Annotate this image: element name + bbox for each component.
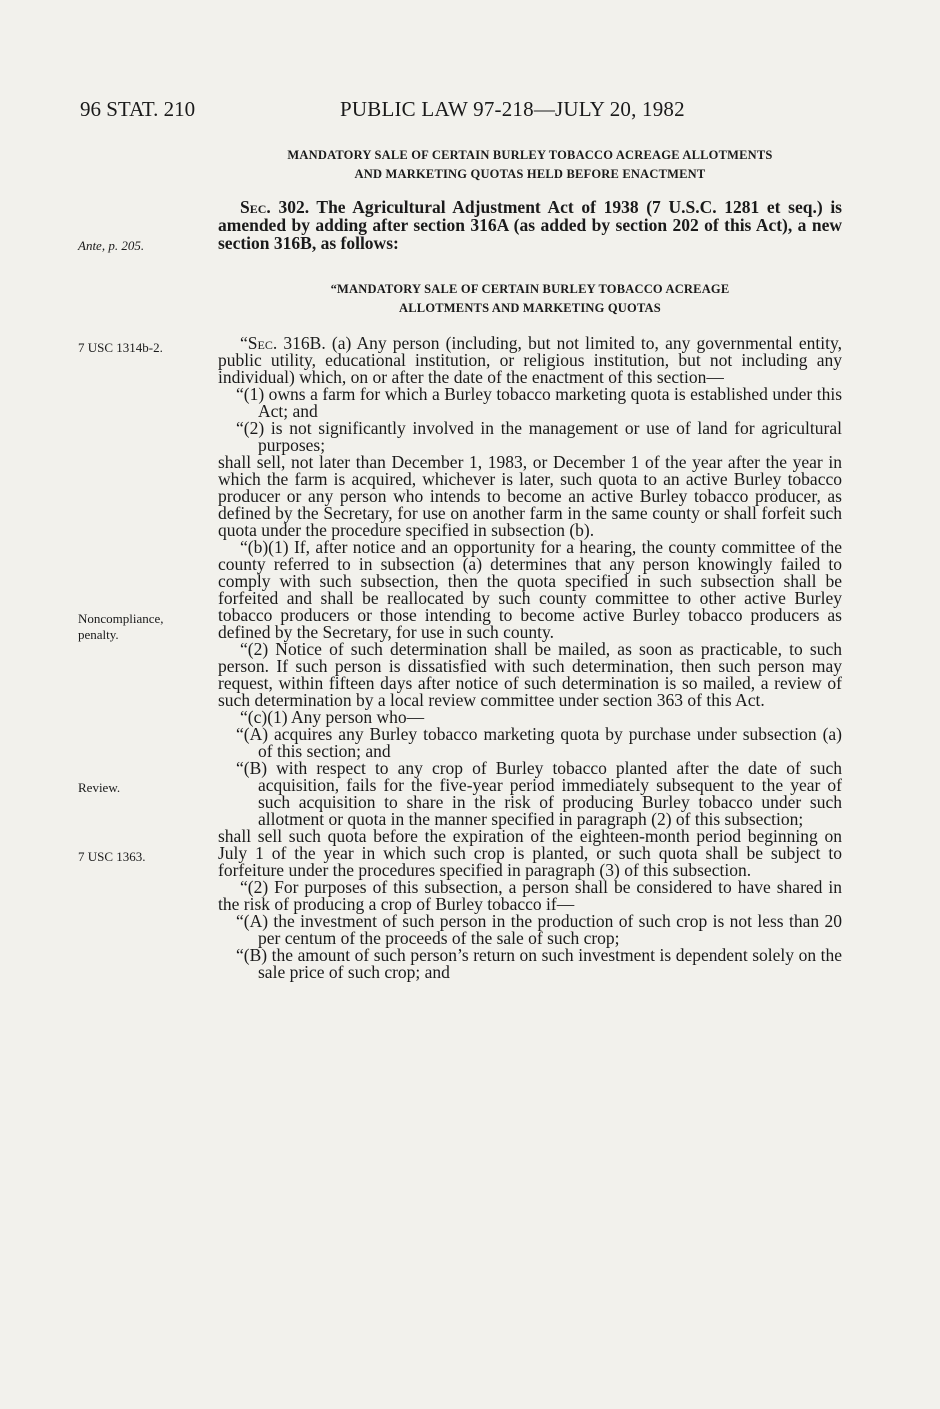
sec-302-text: 302. The Agricultural Adjustment Act of 1938 (7 U.S.C. 1281 et seq.) is amended by adding after section 316A (as added by section 202 of this Act), a new section 316B, as follows:: [218, 197, 842, 253]
margin-note-usc-1314b: 7 USC 1314b-2.: [78, 340, 163, 355]
sec-302-paragraph: [218, 198, 842, 252]
section-heading-line-2: AND MARKETING QUOTAS HELD BEFORE ENACTMENT: [354, 167, 706, 181]
section-heading: [218, 146, 842, 184]
subsection-a-intro-text: 316B. (a) Any person (including, but not limited to, any governmental entity, public utility, educational institution, or religious institution, but not including any individual) which, on or after the date of the enactment of this section—: [218, 333, 842, 387]
running-header-title: PUBLIC LAW 97-218—JULY 20, 1982: [340, 97, 685, 121]
statute-page-number: 96 STAT. 210: [80, 97, 196, 121]
statute-body: [218, 335, 842, 981]
margin-note-noncompliance: [78, 611, 164, 643]
subsection-b2: “(2) Notice of such determination shall be mailed, as soon as practicable, to such person. If such person is dissatisfied with such determination, then such person may request, within fifteen days after notice of such determination is so mailed, a review of such determination by a local review committee under section 363 of this Act.: [218, 639, 842, 710]
section-heading-line-1: MANDATORY SALE OF CERTAIN BURLEY TOBACCO ACREAGE ALLOTMENTS: [287, 148, 773, 162]
subsection-c2: “(2) For purposes of this subsection, a person shall be considered to have shared in the risk of producing a crop of Burley tobacco if—: [218, 877, 842, 914]
subsection-b1: “(b)(1) If, after notice and an opportunity for a hearing, the county committee of the county referred to in subsection (a) determines that any person knowingly failed to comply with such subsection, then the quota specified in such subsection shall be forfeited and shall be reallocated by such county committee to other active Burley tobacco producers or those intending to become active Burley tobacco producers as defined by the Secretary, for use in such county.: [218, 537, 842, 642]
sec-316b-label: “Sec.: [240, 333, 278, 353]
subsection-a-tail: shall sell, not later than December 1, 1983, or December 1 of the year after the year in which the farm is acquired, whichever is later, such quota to an active Burley tobacco producer or any person who intends to become an active Burley tobacco producer, as defined by the Secretary, for use on another farm in the same county or shall forfeit such quota under the procedure specified in subsection (b).: [218, 452, 842, 540]
margin-note-review: Review.: [78, 780, 121, 795]
new-section-heading-line-1: “MANDATORY SALE OF CERTAIN BURLEY TOBACCO ACREAGE: [330, 282, 730, 296]
paragraph-a1: “(1) owns a farm for which a Burley tobacco marketing quota is established under this Act; and: [236, 384, 842, 421]
sec-label: Sec.: [240, 197, 271, 217]
margin-note-noncompliance-line-2: penalty.: [78, 627, 119, 642]
subparagraph-c-a: “(A) acquires any Burley tobacco marketing quota by purchase under subsection (a) of this section; and: [236, 724, 842, 761]
subsection-c-tail: shall sell such quota before the expiration of the eighteen-month period beginning on July 1 of the year in which such crop is planted, or such quota shall be subject to forfeiture under the procedures specified in paragraph (3) of this subsection.: [218, 826, 842, 880]
subparagraph-c2-b: “(B) the amount of such person’s return on such investment is dependent solely on the sale price of such crop; and: [236, 945, 842, 982]
subsection-a-intro: [218, 335, 842, 386]
margin-note-noncompliance-line-1: Noncompliance,: [78, 611, 164, 626]
new-section-heading-line-2: ALLOTMENTS AND MARKETING QUOTAS: [399, 301, 661, 315]
new-section-heading: [218, 280, 842, 318]
subparagraph-c-b: “(B) with respect to any crop of Burley tobacco planted after the date of such acquisition, fails for the five-year period immediately subsequent to the year of such acquisition to share in the risk of producing Burley tobacco under such allotment or quota in the manner specified in paragraph (2) of this subsection;: [236, 758, 842, 829]
subparagraph-c2-a: “(A) the investment of such person in the production of such crop is not less than 20 per centum of the proceeds of the sale of such crop;: [236, 911, 842, 948]
paragraph-a2: “(2) is not significantly involved in the management or use of land for agricultural purposes;: [236, 418, 842, 455]
subsection-c1-intro: “(c)(1) Any person who—: [240, 707, 425, 727]
margin-note-ante: Ante, p. 205.: [78, 238, 145, 253]
margin-note-usc-1363: 7 USC 1363.: [78, 849, 146, 864]
